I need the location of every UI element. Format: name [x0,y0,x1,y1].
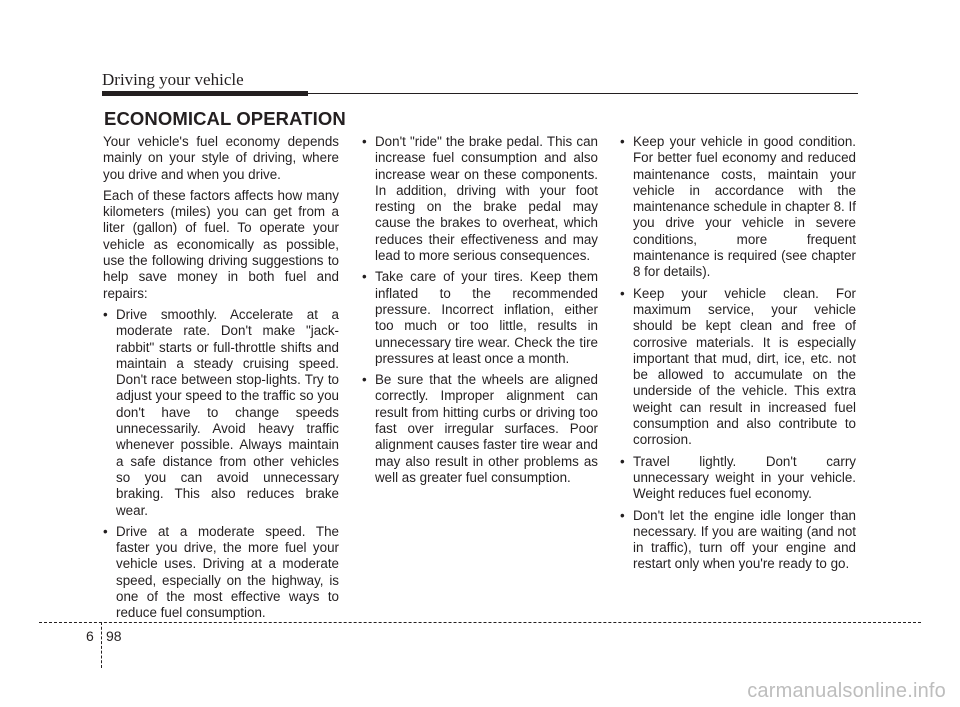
bullet-icon: • [103,523,108,539]
list-item-text: Drive at a moderate speed. The faster you drive, the more fuel your vehicle uses. Driving at a moderate speed, especially on the highway, is one of the most effective ways to reduce fuel consumption. [116,523,339,621]
list-item-text: Drive smoothly. Accelerate at a moderate rate. Don't make "jack-rabbit" starts or full-throttle shifts and maintain a steady cruising speed. Don't race between stop-lights. Try to adjust your speed to the traffic so you don't have to change speeds unnecessarily. Avoid heavy traffic whenever possible. Always maintain a safe distance from other vehicles so you can avoid unnecessary braking. This also reduces brake wear. [116,306,339,518]
footer-divider [101,622,102,668]
bullet-icon: • [362,372,367,388]
list-item-text: Keep your vehicle clean. For maximum service, your vehicle should be kept clean and free of corrosive materials. It is especially important that mud, dirt, ice, etc. not be allowed to accumulate on the underside of the vehicle. This extra weight can result in increased fuel consumption and also contribute to corrosion. [633,285,856,448]
tips-list-1 [103,307,339,622]
list-item [362,372,598,486]
running-header: Driving your vehicle [102,70,244,89]
list-item-text: Don't let the engine idle longer than necessary. If you are waiting (and not in traffic), turn off your engine and restart only when you're ready to go. [633,507,856,572]
list-item-text: Keep your vehicle in good condition. For better fuel economy and reduced maintenance costs, maintain your vehicle in accordance with the maintenance schedule in chapter 8. If you drive your vehicle in severe conditions, more frequent maintenance is required (see chapter 8 for details). [633,134,856,280]
column-2 [362,134,598,491]
list-item [362,134,598,264]
bullet-icon: • [362,269,367,285]
page-number: 98 [106,628,122,644]
list-item [620,286,856,449]
list-item [103,524,339,622]
section-title: ECONOMICAL OPERATION [104,108,346,129]
list-item-text: Travel lightly. Don't carry unnecessary weight in your vehicle. Weight reduces fuel economy. [633,453,856,502]
bullet-icon: • [362,134,367,149]
column-3 [620,134,856,578]
bullet-icon: • [103,306,108,322]
bullet-icon: • [620,134,625,149]
bullet-icon: • [620,453,625,469]
footer-rule [39,622,921,623]
list-item [620,454,856,503]
list-item [362,269,598,367]
header-rule-thick [102,91,308,96]
list-item [103,307,339,519]
intro-paragraph-2: Each of these factors affects how many kilometers (miles) you can get from a liter (gallon) of fuel. To operate your vehicle as economically as possible, use the following driving suggestions to help save money in both fuel and repairs: [103,187,339,301]
chapter-number: 6 [86,628,94,644]
tips-list-2 [362,134,598,486]
bullet-icon: • [620,285,625,301]
list-item-text: Take care of your tires. Keep them inflated to the recommended pressure. Incorrect inflation, either too much or too little, results in unnecessary tire wear. Check the tire pressures at least once a month. [375,269,598,366]
header-rule-thin [308,93,858,94]
list-item-text: Don't "ride" the brake pedal. This can increase fuel consumption and also increase wear on these components. In addition, driving with your foot resting on the brake pedal may cause the brakes to overheat, which reduces their effectiveness and may lead to more serious consequences. [375,134,598,264]
list-item-text: Be sure that the wheels are aligned correctly. Improper alignment can result from hitting curbs or driving too fast over irregular surfaces. Poor alignment causes faster tire wear and may also result in other problems as well as greater fuel consumption. [375,372,598,485]
column-1 [103,134,339,627]
list-item [620,508,856,573]
watermark: carmanualsonline.info [747,680,946,702]
tips-list-3 [620,134,856,573]
bullet-icon: • [620,507,625,523]
list-item [620,134,856,281]
intro-paragraph-1: Your vehicle's fuel economy depends mainly on your style of driving, where you drive and when you drive. [103,134,339,182]
